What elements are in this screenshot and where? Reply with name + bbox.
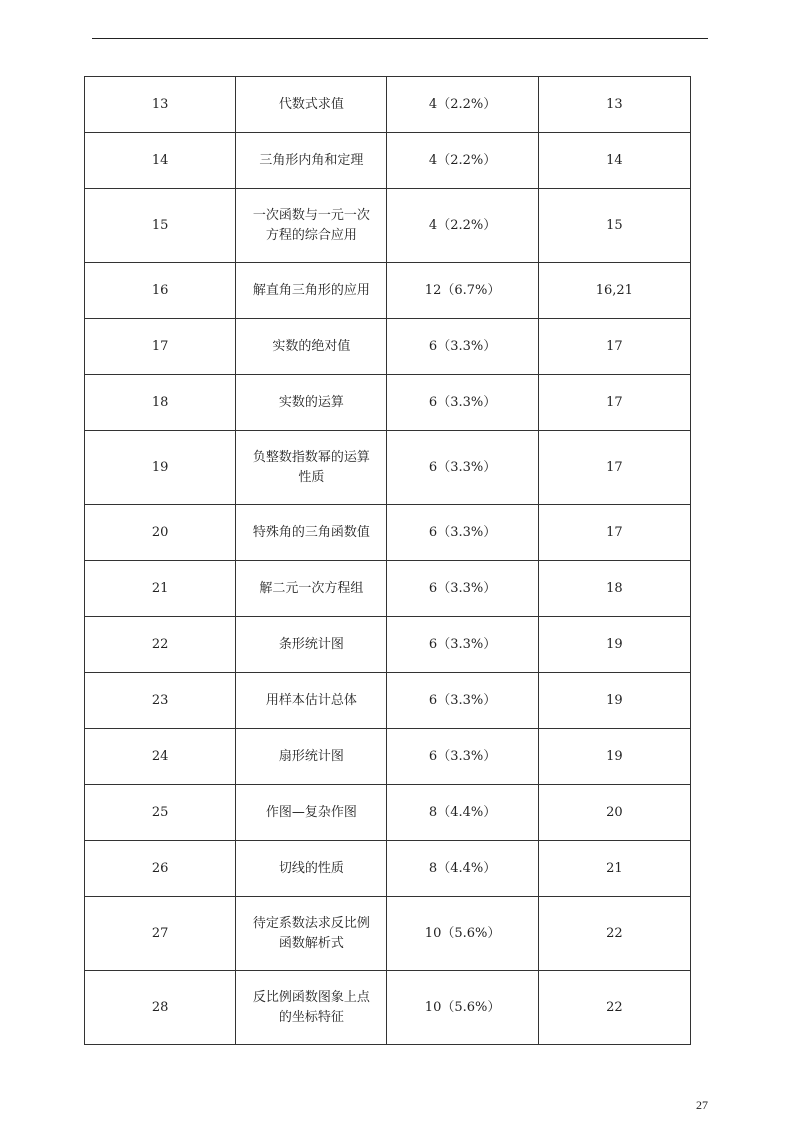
topic-text: 实数的运算 bbox=[278, 394, 344, 410]
row-number-cell: 14 bbox=[85, 133, 236, 189]
score-cell: 6（3.3%） bbox=[387, 617, 538, 673]
table-row bbox=[85, 785, 691, 841]
score-cell: 6（3.3%） bbox=[387, 561, 538, 617]
score-cell: 8（4.4%） bbox=[387, 841, 538, 897]
topic-text: 扇形统计图 bbox=[278, 748, 344, 764]
topic-cell bbox=[236, 971, 387, 1045]
table-row bbox=[85, 505, 691, 561]
table-row bbox=[85, 263, 691, 319]
topic-text: 条形统计图 bbox=[278, 636, 344, 652]
topic-text: 解直角三角形的应用 bbox=[252, 282, 370, 298]
table-row bbox=[85, 77, 691, 133]
topic-cell bbox=[236, 505, 387, 561]
topic-cell bbox=[236, 77, 387, 133]
question-cell: 17 bbox=[538, 505, 690, 561]
topic-text: 反比例函数图象上点的坐标特征 bbox=[252, 989, 370, 1025]
topic-cell bbox=[236, 189, 387, 263]
topic-cell bbox=[236, 561, 387, 617]
table-row bbox=[85, 133, 691, 189]
question-cell: 19 bbox=[538, 617, 690, 673]
row-number-cell: 15 bbox=[85, 189, 236, 263]
question-cell: 14 bbox=[538, 133, 690, 189]
row-number-cell: 19 bbox=[85, 431, 236, 505]
header-rule bbox=[92, 38, 708, 39]
question-cell: 21 bbox=[538, 841, 690, 897]
row-number-cell: 16 bbox=[85, 263, 236, 319]
question-cell: 13 bbox=[538, 77, 690, 133]
score-cell: 6（3.3%） bbox=[387, 673, 538, 729]
row-number-cell: 17 bbox=[85, 319, 236, 375]
topic-text: 作图—复杂作图 bbox=[265, 804, 357, 820]
topic-text: 实数的绝对值 bbox=[272, 338, 351, 354]
question-cell: 18 bbox=[538, 561, 690, 617]
table-row bbox=[85, 319, 691, 375]
table-row bbox=[85, 673, 691, 729]
topic-cell bbox=[236, 897, 387, 971]
score-cell: 4（2.2%） bbox=[387, 133, 538, 189]
question-cell: 17 bbox=[538, 375, 690, 431]
table-row bbox=[85, 375, 691, 431]
question-cell: 22 bbox=[538, 971, 690, 1045]
topic-cell bbox=[236, 729, 387, 785]
score-cell: 10（5.6%） bbox=[387, 971, 538, 1045]
topic-cell bbox=[236, 263, 387, 319]
row-number-cell: 20 bbox=[85, 505, 236, 561]
question-cell: 19 bbox=[538, 673, 690, 729]
question-cell: 20 bbox=[538, 785, 690, 841]
question-cell: 19 bbox=[538, 729, 690, 785]
topic-cell bbox=[236, 319, 387, 375]
row-number-cell: 23 bbox=[85, 673, 236, 729]
score-cell: 6（3.3%） bbox=[387, 319, 538, 375]
knowledge-point-table bbox=[84, 76, 691, 1045]
table-row bbox=[85, 729, 691, 785]
score-cell: 4（2.2%） bbox=[387, 189, 538, 263]
topic-cell bbox=[236, 617, 387, 673]
score-cell: 6（3.3%） bbox=[387, 505, 538, 561]
score-cell: 6（3.3%） bbox=[387, 729, 538, 785]
page-number: 27 bbox=[696, 1098, 708, 1112]
question-cell: 16,21 bbox=[538, 263, 690, 319]
row-number-cell: 22 bbox=[85, 617, 236, 673]
score-cell: 8（4.4%） bbox=[387, 785, 538, 841]
topic-text: 用样本估计总体 bbox=[265, 692, 357, 708]
row-number-cell: 26 bbox=[85, 841, 236, 897]
topic-text: 切线的性质 bbox=[278, 860, 344, 876]
table-row bbox=[85, 189, 691, 263]
row-number-cell: 13 bbox=[85, 77, 236, 133]
score-cell: 6（3.3%） bbox=[387, 431, 538, 505]
table-row bbox=[85, 841, 691, 897]
row-number-cell: 18 bbox=[85, 375, 236, 431]
question-cell: 17 bbox=[538, 319, 690, 375]
question-cell: 22 bbox=[538, 897, 690, 971]
row-number-cell: 21 bbox=[85, 561, 236, 617]
question-cell: 15 bbox=[538, 189, 690, 263]
topic-text: 一次函数与一元一次方程的综合应用 bbox=[252, 207, 370, 243]
row-number-cell: 27 bbox=[85, 897, 236, 971]
score-cell: 6（3.3%） bbox=[387, 375, 538, 431]
row-number-cell: 24 bbox=[85, 729, 236, 785]
topic-cell bbox=[236, 431, 387, 505]
topic-text: 解二元一次方程组 bbox=[259, 580, 364, 596]
question-cell: 17 bbox=[538, 431, 690, 505]
topic-text: 特殊角的三角函数值 bbox=[252, 524, 370, 540]
topic-text: 三角形内角和定理 bbox=[259, 152, 364, 168]
table-row bbox=[85, 971, 691, 1045]
table-row bbox=[85, 617, 691, 673]
topic-cell bbox=[236, 375, 387, 431]
topic-cell bbox=[236, 673, 387, 729]
row-number-cell: 25 bbox=[85, 785, 236, 841]
topic-cell bbox=[236, 785, 387, 841]
topic-text: 负整数指数幂的运算性质 bbox=[252, 449, 370, 485]
table-row bbox=[85, 561, 691, 617]
topic-text: 待定系数法求反比例函数解析式 bbox=[252, 915, 370, 951]
table-row bbox=[85, 897, 691, 971]
row-number-cell: 28 bbox=[85, 971, 236, 1045]
score-cell: 10（5.6%） bbox=[387, 897, 538, 971]
score-cell: 12（6.7%） bbox=[387, 263, 538, 319]
topic-text: 代数式求值 bbox=[278, 96, 344, 112]
table-row bbox=[85, 431, 691, 505]
topic-cell bbox=[236, 841, 387, 897]
topic-cell bbox=[236, 133, 387, 189]
score-cell: 4（2.2%） bbox=[387, 77, 538, 133]
